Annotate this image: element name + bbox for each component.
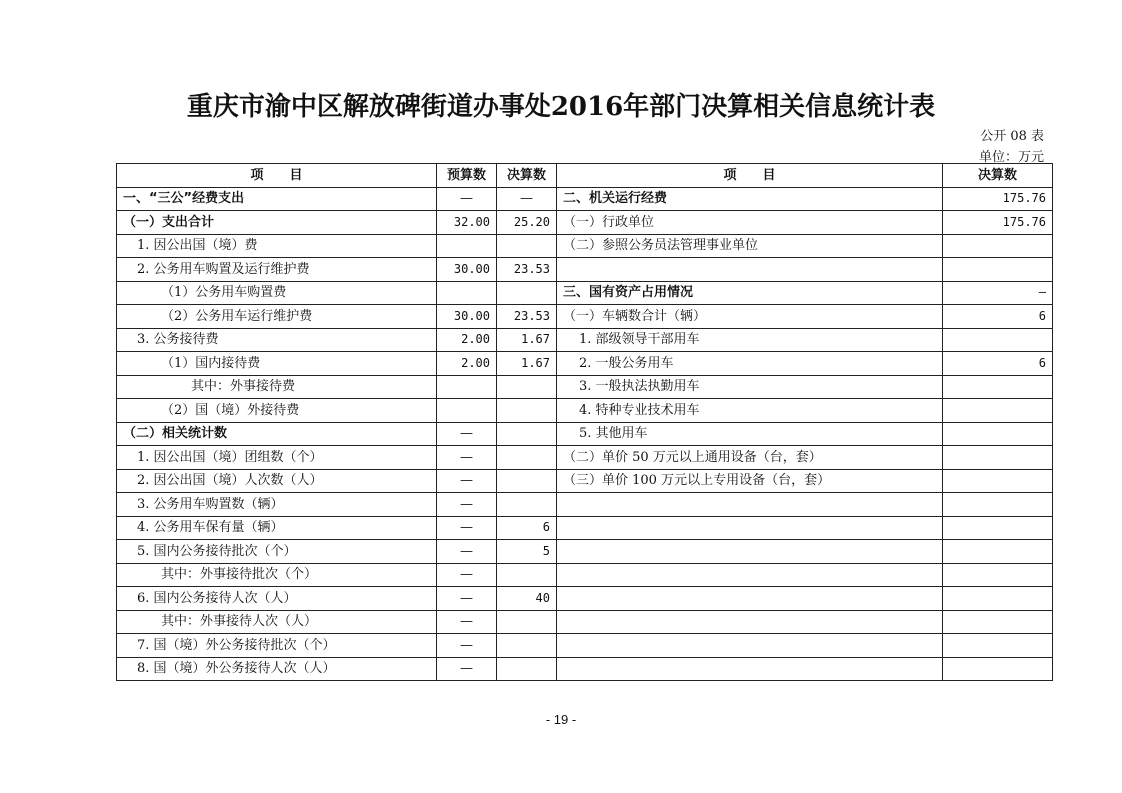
table-row xyxy=(117,234,1053,258)
left-final-value xyxy=(497,399,557,423)
right-item-label xyxy=(557,493,943,517)
right-item-label xyxy=(557,587,943,611)
left-budget-value: — xyxy=(437,563,497,587)
left-final-value xyxy=(497,234,557,258)
right-item-label xyxy=(557,258,943,282)
left-item-label: 2. 因公出国（境）人次数（人） xyxy=(117,469,437,493)
right-final-value xyxy=(943,563,1053,587)
left-final-value xyxy=(497,563,557,587)
left-final-value: 1.67 xyxy=(497,352,557,376)
form-number: 公开 08 表 xyxy=(980,129,1044,144)
left-final-value xyxy=(497,422,557,446)
left-budget-value: — xyxy=(437,540,497,564)
right-final-value xyxy=(943,422,1053,446)
right-final-value xyxy=(943,469,1053,493)
right-item-label xyxy=(557,516,943,540)
right-item-label: 1. 部级领导干部用车 xyxy=(557,328,943,352)
left-budget-value: — xyxy=(437,657,497,681)
table-row xyxy=(117,493,1053,517)
left-budget-value: — xyxy=(437,610,497,634)
table-row xyxy=(117,563,1053,587)
left-final-value xyxy=(497,446,557,470)
right-item-label: （二）参照公务员法管理事业单位 xyxy=(557,234,943,258)
table-row xyxy=(117,211,1053,235)
right-final-value: 6 xyxy=(943,305,1053,329)
left-final-value xyxy=(497,634,557,658)
left-final-value: 25.20 xyxy=(497,211,557,235)
left-budget-value xyxy=(437,281,497,305)
left-budget-value: — xyxy=(437,516,497,540)
left-final-value: 5 xyxy=(497,540,557,564)
left-final-value: 23.53 xyxy=(497,258,557,282)
right-item-label: （一）行政单位 xyxy=(557,211,943,235)
right-final-value: 6 xyxy=(943,352,1053,376)
left-budget-value: 2.00 xyxy=(437,352,497,376)
right-item-label: 4. 特种专业技术用车 xyxy=(557,399,943,423)
table-row xyxy=(117,187,1053,211)
left-budget-value: — xyxy=(437,187,497,211)
right-final-value xyxy=(943,587,1053,611)
right-final-value xyxy=(943,540,1053,564)
right-final-value xyxy=(943,657,1053,681)
left-item-label: 2. 公务用车购置及运行维护费 xyxy=(117,258,437,282)
right-final-value xyxy=(943,493,1053,517)
left-item-label: 其中：外事接待人次（人） xyxy=(117,610,437,634)
left-item-label: 7. 国（境）外公务接待批次（个） xyxy=(117,634,437,658)
right-final-value xyxy=(943,234,1053,258)
left-item-label: 3. 公务接待费 xyxy=(117,328,437,352)
left-budget-value: — xyxy=(437,422,497,446)
right-final-value: 175.76 xyxy=(943,211,1053,235)
table-row xyxy=(117,446,1053,470)
right-item-label xyxy=(557,610,943,634)
page-number: - 19 - xyxy=(545,712,577,727)
left-final-value: 23.53 xyxy=(497,305,557,329)
right-item-label: 2. 一般公务用车 xyxy=(557,352,943,376)
left-budget-value: 32.00 xyxy=(437,211,497,235)
right-item-label: 3. 一般执法执勤用车 xyxy=(557,375,943,399)
table-header-row xyxy=(117,164,1053,188)
statistics-table xyxy=(116,163,1053,681)
left-item-label: 5. 国内公务接待批次（个） xyxy=(117,540,437,564)
left-item-label: 其中：外事接待批次（个） xyxy=(117,563,437,587)
left-item-label: 其中：外事接待费 xyxy=(117,375,437,399)
left-item-label: 3. 公务用车购置数（辆） xyxy=(117,493,437,517)
left-item-label: （2）公务用车运行维护费 xyxy=(117,305,437,329)
header-budget: 预算数 xyxy=(437,164,497,188)
left-budget-value: — xyxy=(437,493,497,517)
table-row xyxy=(117,328,1053,352)
left-budget-value: — xyxy=(437,587,497,611)
right-item-label xyxy=(557,634,943,658)
left-budget-value: — xyxy=(437,446,497,470)
left-item-label: 8. 国（境）外公务接待人次（人） xyxy=(117,657,437,681)
table-row xyxy=(117,587,1053,611)
right-item-label xyxy=(557,540,943,564)
left-final-value xyxy=(497,610,557,634)
right-item-label: （一）车辆数合计（辆） xyxy=(557,305,943,329)
left-budget-value: 30.00 xyxy=(437,258,497,282)
table-row xyxy=(117,422,1053,446)
table-row xyxy=(117,469,1053,493)
right-item-label xyxy=(557,657,943,681)
left-final-value xyxy=(497,281,557,305)
header-item-right: 项 目 xyxy=(557,164,943,188)
left-item-label: 1. 因公出国（境）费 xyxy=(117,234,437,258)
left-final-value xyxy=(497,493,557,517)
right-final-value xyxy=(943,375,1053,399)
left-final-value: 40 xyxy=(497,587,557,611)
table-row xyxy=(117,281,1053,305)
left-budget-value xyxy=(437,399,497,423)
left-item-label: （1）国内接待费 xyxy=(117,352,437,376)
left-item-label: （二）相关统计数 xyxy=(117,422,437,446)
page-title: 重庆市渝中区解放碑街道办事处2016年部门决算相关信息统计表 xyxy=(186,92,936,122)
left-item-label: 一、“三公”经费支出 xyxy=(117,187,437,211)
table-row xyxy=(117,634,1053,658)
left-final-value: 6 xyxy=(497,516,557,540)
table-row xyxy=(117,352,1053,376)
right-final-value: 175.76 xyxy=(943,187,1053,211)
left-item-label: 1. 因公出国（境）团组数（个） xyxy=(117,446,437,470)
header-item-left: 项 目 xyxy=(117,164,437,188)
table-row xyxy=(117,258,1053,282)
left-final-value xyxy=(497,657,557,681)
left-budget-value xyxy=(437,234,497,258)
right-final-value xyxy=(943,516,1053,540)
left-final-value: — xyxy=(497,187,557,211)
left-budget-value xyxy=(437,375,497,399)
right-item-label xyxy=(557,563,943,587)
right-item-label: （三）单价 100 万元以上专用设备（台，套） xyxy=(557,469,943,493)
left-item-label: 6. 国内公务接待人次（人） xyxy=(117,587,437,611)
table-row xyxy=(117,657,1053,681)
right-final-value xyxy=(943,328,1053,352)
right-final-value xyxy=(943,399,1053,423)
left-final-value xyxy=(497,469,557,493)
right-final-value xyxy=(943,610,1053,634)
left-budget-value: 2.00 xyxy=(437,328,497,352)
right-final-value xyxy=(943,634,1053,658)
right-item-label: 5. 其他用车 xyxy=(557,422,943,446)
right-item-label: 二、机关运行经费 xyxy=(557,187,943,211)
table-row xyxy=(117,516,1053,540)
unit-label: 单位：万元 xyxy=(978,150,1044,165)
header-final-left: 决算数 xyxy=(497,164,557,188)
left-budget-value: — xyxy=(437,634,497,658)
table-row xyxy=(117,375,1053,399)
left-item-label: （2）国（境）外接待费 xyxy=(117,399,437,423)
right-item-label: 三、国有资产占用情况 xyxy=(557,281,943,305)
right-final-value xyxy=(943,446,1053,470)
right-final-value xyxy=(943,258,1053,282)
right-item-label: （二）单价 50 万元以上通用设备（台，套） xyxy=(557,446,943,470)
left-item-label: （1）公务用车购置费 xyxy=(117,281,437,305)
header-final-right: 决算数 xyxy=(943,164,1053,188)
table-row xyxy=(117,399,1053,423)
left-final-value: 1.67 xyxy=(497,328,557,352)
right-final-value: — xyxy=(943,281,1053,305)
table-row xyxy=(117,540,1053,564)
left-item-label: 4. 公务用车保有量（辆） xyxy=(117,516,437,540)
left-budget-value: 30.00 xyxy=(437,305,497,329)
left-budget-value: — xyxy=(437,469,497,493)
left-item-label: （一）支出合计 xyxy=(117,211,437,235)
left-final-value xyxy=(497,375,557,399)
table-row xyxy=(117,610,1053,634)
table-row xyxy=(117,305,1053,329)
